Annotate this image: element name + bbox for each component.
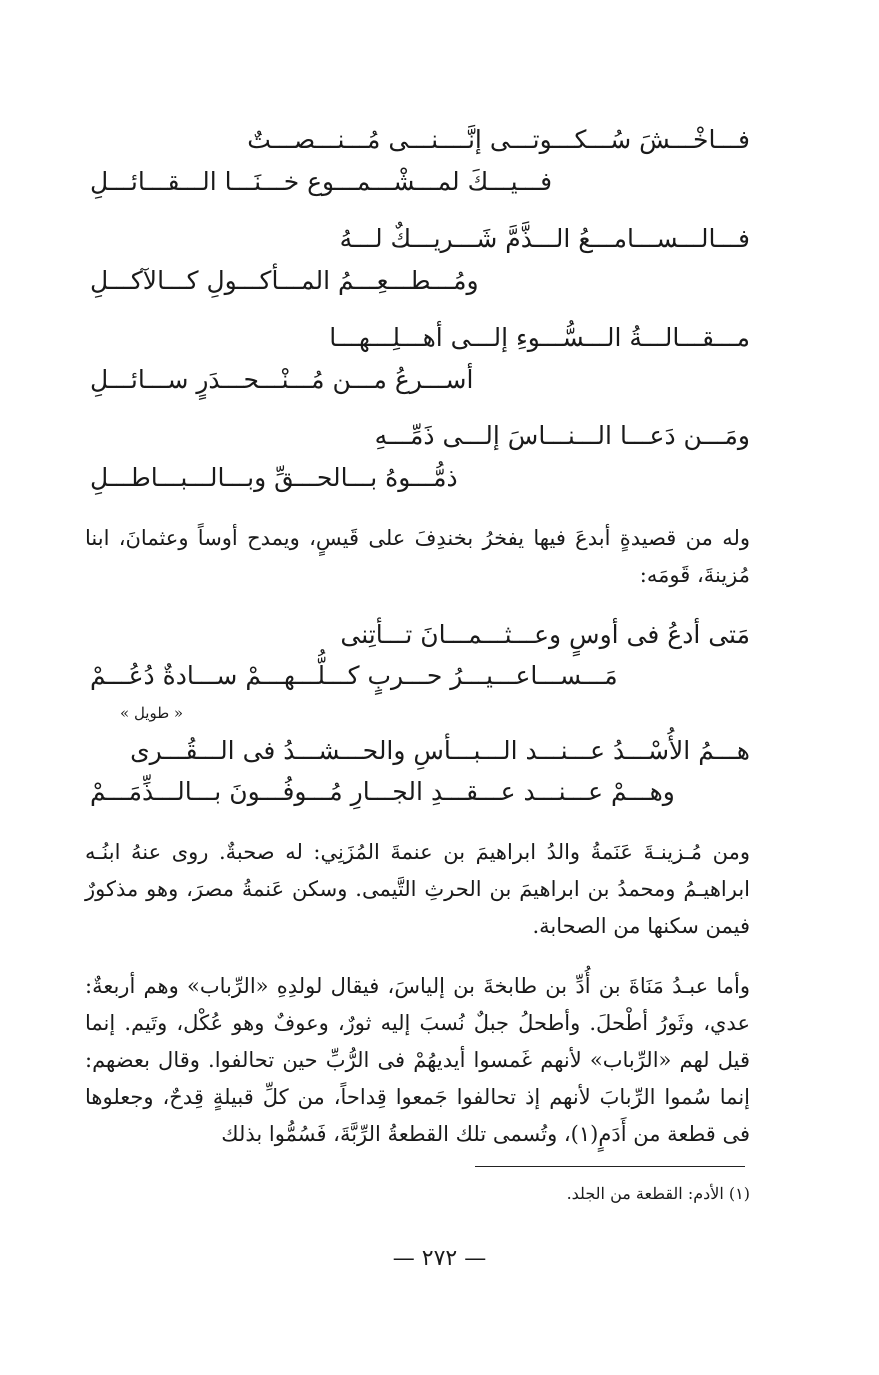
verse-2-second-hemistich: ومُـــطـــعِـــمُ المـــأكـــولِ كـــالآكـــلِ bbox=[90, 266, 479, 295]
verse-6-first-hemistich: هـــمُ الأُسْـــدُ عـــنـــد الـــبـــأسِ والحـــشـــدُ فى الـــقُـــرى bbox=[130, 736, 750, 765]
verse-5-first-hemistich: مَتى أدعُ فى أوسٍ وعـــثـــمـــانَ تـــأتِنى bbox=[340, 620, 750, 649]
paragraph-abd-manat: وأما عبـدُ مَنَاةَ بن أُدِّ بن طابخةَ بن إلياسَ، فيقال لولدِهِ «الرِّباب» وهم أربعةٌ: عدي، وثَورُ أطْحلَ. وأطحلُ جبلٌ نُسبَ إليه ثورٌ، وعوفٌ وهو عُكْل، وتَيم. إنما قيل لهم «الرِّباب» لأنهم غَمسوا أيديهُمْ فى الرُّبِّ حين تحالفوا. وقال بعضهم: إنما سُموا الرِّبابَ لأنهم إذ تحالفوا جَمعوا قِداحاً، من كلِّ قبيلةٍ قِدحٌ، وجعلوها فى قطعة من أَدَمٍ(١)، وتُسمى تلك القطعةُ الرِّبَّةَ، فَسُمُّوا بذلك bbox=[85, 974, 750, 1146]
verse-3-second-hemistich: أســـرعُ مـــن مُـــنْـــحـــدَرٍ ســـائـــلِ bbox=[90, 365, 474, 394]
footnote: (١) الأدم: القطعة من الجلد. bbox=[566, 1184, 750, 1203]
verse-3-first-hemistich: مـــقـــالـــةُ الـــسُّـــوءِ إلـــى أهـــلِـــهـــا bbox=[329, 323, 750, 352]
verse-1-second-hemistich: فـــيـــكَ لمـــشْـــمـــوع خـــنَـــا الـــقـــائـــلِ bbox=[90, 167, 553, 196]
paragraph-anama: ومن مُـزينـةَ عَنَمةُ والدُ ابراهيمَ بن عنمةَ المُزَنِي: له صحبةٌ. روى عنهُ ابنُـه ابراهيـمُ ومحمدُ بن ابراهيمَ بن الحرثِ التَّيمى. وسكن عَنمةُ مصرَ، وهو مذكورٌ فيمن سكنها من الصحابة. bbox=[85, 840, 750, 938]
verse-4-first-hemistich: ومَـــن دَعـــا الـــنـــاسَ إلـــى ذَمِّـــهِ bbox=[374, 421, 750, 450]
meter-label: « طويل » bbox=[120, 704, 184, 722]
verse-4-second-hemistich: ذمُّـــوهُ بـــالحـــقِّ وبـــالـــبـــاطـــلِ bbox=[90, 463, 458, 492]
verse-2-first-hemistich: فـــالـــســـامـــعُ الـــذَّمَّ شَـــريـــكٌ لـــهُ bbox=[339, 224, 750, 253]
verse-5-second-hemistich: مَـــســـاعـــيـــرُ حـــربٍ كـــلُّـــهـــمْ ســـادةٌ دُعُـــمْ bbox=[90, 661, 618, 690]
verse-6-second-hemistich: وهـــمْ عـــنـــد عـــقـــدِ الجـــارِ مُـــوفُـــونَ بـــالـــذِّمَـــمْ bbox=[90, 777, 675, 806]
footnote-separator bbox=[475, 1166, 745, 1167]
intro-paragraph: وله من قصيدةٍ أبدعَ فيها يفخرُ بخندِفَ على قَيسٍ، ويمدح أوساً وعثمانَ، ابنا مُزينةَ، قَومَه: bbox=[85, 526, 750, 587]
verse-1-first-hemistich: فـــاخْـــشَ سُـــكـــوتـــى إنَّــــنـــى مُـــنـــصـــتٌ bbox=[247, 125, 750, 154]
page-number: — ٢٧٢ — bbox=[392, 1246, 487, 1271]
